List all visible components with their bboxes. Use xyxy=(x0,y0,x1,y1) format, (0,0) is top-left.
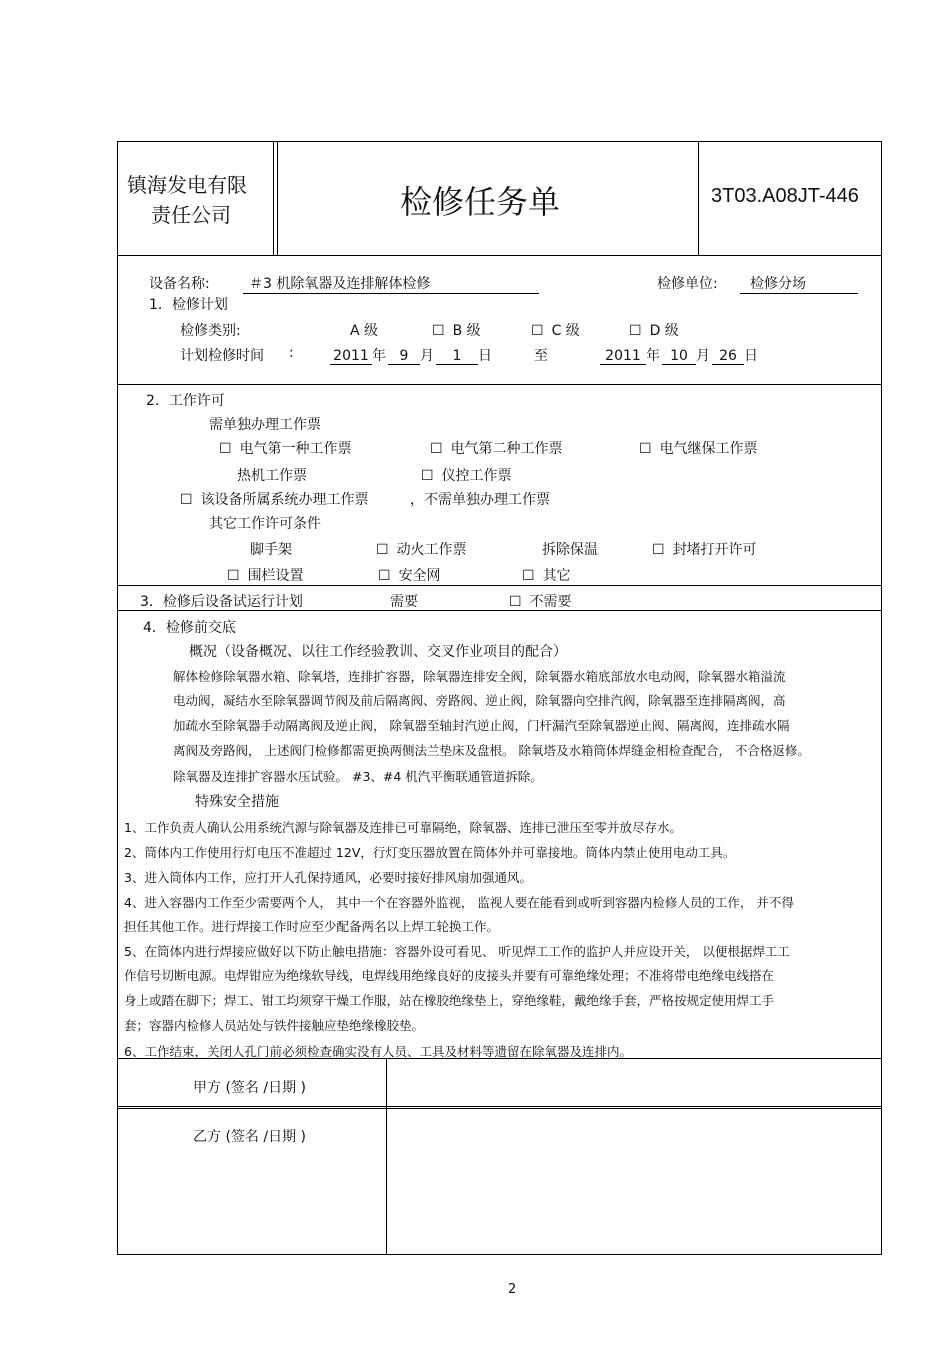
trial-not-need-option[interactable] xyxy=(509,591,572,611)
signature-divider xyxy=(117,1106,882,1107)
end-day: 26 xyxy=(712,348,744,365)
unit-value-text: 检修分场 xyxy=(740,273,858,294)
checkbox-icon[interactable]: ☐ xyxy=(376,542,389,558)
safety-net-label: 安全网 xyxy=(398,568,441,584)
year-unit: 年 xyxy=(646,348,660,364)
ticket-electric2-label: 电气第二种工作票 xyxy=(450,441,563,457)
level-b-label: B 级 xyxy=(452,323,481,339)
ticket-thermal-label: 热机工作票 xyxy=(237,468,307,484)
overview-line: 除氧器及连排扩容器水压试验。 #3、#4 机汽平衡联通管道拆除。 xyxy=(173,769,543,784)
year-unit: 年 xyxy=(372,348,386,364)
no-separate-ticket: ，不需单独办理工作票 xyxy=(410,492,550,508)
start-month: 9 xyxy=(388,348,420,365)
level-b-option[interactable] xyxy=(432,320,481,340)
section1-title: 1．检修计划 xyxy=(149,297,228,313)
end-year: 2011 xyxy=(600,348,646,365)
safety-line: 1、工作负责人确认公用系统汽源与除氧器及连排已可靠隔绝，除氧器、连排已泄压至零并放尽存水。 xyxy=(124,820,682,835)
level-d-option[interactable] xyxy=(629,320,679,340)
level-a: A 级 xyxy=(350,323,379,339)
header-divider-1 xyxy=(273,141,274,256)
header-divider-2 xyxy=(698,141,699,256)
section3-title: 3．检修后设备试运行计划 xyxy=(140,594,303,610)
unit-label: 检修单位: xyxy=(657,276,718,292)
scaffold-label: 脚手架 xyxy=(250,542,292,558)
plan-time-label: 计划检修时间 xyxy=(180,348,264,364)
fence-option[interactable] xyxy=(227,565,304,585)
end-date xyxy=(600,345,758,365)
ticket-instrument-label: 仪控工作票 xyxy=(441,468,512,484)
seal-open-label: 封堵打开许可 xyxy=(672,542,757,558)
safety-line: 6、工作结束，关闭人孔门前必须检查确实没有人员、工具及材料等遗留在除氧器及连排内。 xyxy=(124,1044,632,1059)
date-to: 至 xyxy=(534,348,548,364)
ticket-electric1-label: 电气第一种工作票 xyxy=(239,441,352,457)
overview-line: 电动阀，凝结水至除氧器调节阀及前后隔离阀、旁路阀、逆止阀，除氧器向空排汽阀，除氧器至连排隔离阀，高 xyxy=(173,693,786,708)
unit-value xyxy=(740,273,858,294)
system-ticket-option[interactable] xyxy=(180,489,369,509)
party-a-signature-field[interactable] xyxy=(388,1060,878,1104)
month-unit: 月 xyxy=(696,348,710,364)
equipment-label: 设备名称: xyxy=(149,276,210,292)
trial-need-label: 需要 xyxy=(390,594,418,610)
checkbox-icon[interactable]: ☐ xyxy=(629,323,642,339)
overview-line: 离阀及旁路阀， 上述阀门检修都需更换两侧法兰垫床及盘根。 除氧塔及水箱筒体焊缝金相检查配合， 不合格返修。 xyxy=(173,743,810,758)
safety-line: 担任其他工作。进行焊接工作时应至少配备两名以上焊工轮换工作。 xyxy=(124,919,500,934)
system-ticket-label: 该设备所属系统办理工作票 xyxy=(200,492,369,508)
category-label: 检修类别: xyxy=(180,323,241,339)
header-divider-1b xyxy=(277,141,278,256)
start-day: 1 xyxy=(436,348,478,365)
end-month: 10 xyxy=(662,348,696,365)
start-year: 2011 xyxy=(330,348,372,365)
fence-label: 围栏设置 xyxy=(247,568,304,584)
level-c-option[interactable] xyxy=(531,320,580,340)
other-option[interactable] xyxy=(522,565,571,585)
checkbox-icon[interactable]: ☐ xyxy=(652,542,665,558)
safety-line: 身上或踏在脚下；焊工、钳工均须穿干燥工作服，站在橡胶绝缘垫上，穿绝缘鞋，戴绝缘手套，严格按规定使用焊工手 xyxy=(124,993,775,1008)
checkbox-icon[interactable]: ☐ xyxy=(509,594,522,610)
day-unit: 日 xyxy=(478,348,492,364)
overview-label: 概况（设备概况、以往工作经验教训、交叉作业项目的配合） xyxy=(189,644,567,660)
ticket-electric1-option[interactable] xyxy=(219,438,352,458)
company-name-line1: 镇海发电有限 xyxy=(127,173,247,197)
party-b-signature-field[interactable] xyxy=(388,1108,878,1253)
start-date xyxy=(330,345,492,365)
ticket-relay-option[interactable] xyxy=(639,438,758,458)
safety-line: 3、进入筒体内工作，应打开人孔保持通风，必要时接好排风扇加强通风。 xyxy=(124,870,532,885)
checkbox-icon[interactable]: ☐ xyxy=(531,323,544,339)
overview-line: 加疏水至除氧器手动隔离阀及逆止阀， 除氧器至轴封汽逆止阀，门杆漏汽至除氧器逆止阀、隔离阀，连排疏水隔 xyxy=(173,718,790,733)
need-ticket-label: 需单独办理工作票 xyxy=(209,417,321,433)
checkbox-icon[interactable]: ☐ xyxy=(421,468,434,484)
checkbox-icon[interactable]: ☐ xyxy=(432,323,445,339)
plan-time-colon: : xyxy=(289,345,294,361)
checkbox-icon[interactable]: ☐ xyxy=(180,492,193,508)
safety-line: 5、在筒体内进行焊接应做好以下防止触电措施：容器外设可看见、 听见焊工工作的监护人并应设开关， 以便根据焊工工 xyxy=(124,944,790,959)
hot-work-label: 动火工作票 xyxy=(396,542,467,558)
document-title: 检修任务单 xyxy=(400,183,561,221)
page-number: 2 xyxy=(508,1282,517,1297)
hot-work-option[interactable] xyxy=(376,539,467,559)
ticket-instrument-option[interactable] xyxy=(421,465,512,485)
divider-after-section2 xyxy=(117,585,882,586)
ticket-relay-label: 电气继保工作票 xyxy=(659,441,758,457)
equipment-value-text: ＃3 机除氧器及连排解体检修 xyxy=(243,273,539,294)
divider-after-section1 xyxy=(117,384,882,385)
signature-column-divider xyxy=(386,1058,387,1255)
checkbox-icon[interactable]: ☐ xyxy=(227,568,240,584)
safety-line: 2、筒体内工作使用行灯电压不准超过 12V，行灯变压器放置在筒体外并可靠接地。筒体内禁止使用电动工具。 xyxy=(124,845,736,860)
safety-line: 作信号切断电源。电焊钳应为绝缘软导线，电焊线用绝缘良好的皮接头并要有可靠绝缘处理；不准将带电绝缘电线搭在 xyxy=(124,968,775,983)
company-name-line2: 责任公司 xyxy=(151,203,231,227)
other-label: 其它 xyxy=(542,568,571,584)
other-permit-label: 其它工作许可条件 xyxy=(209,516,321,532)
party-a-signature-label: 甲方 (签名 /日期 ) xyxy=(193,1080,306,1096)
seal-open-option[interactable] xyxy=(652,539,757,559)
safety-net-option[interactable] xyxy=(378,565,441,585)
checkbox-icon[interactable]: ☐ xyxy=(430,441,443,457)
equipment-value xyxy=(243,273,539,294)
section4-title: 4．检修前交底 xyxy=(143,620,236,636)
checkbox-icon[interactable]: ☐ xyxy=(378,568,391,584)
month-unit: 月 xyxy=(420,348,434,364)
level-c-label: C 级 xyxy=(551,323,580,339)
ticket-electric2-option[interactable] xyxy=(430,438,563,458)
safety-line: 4、进入容器内工作至少需要两个人， 其中一个在容器外监视， 监视人要在能看到或听到容器内检修人员的工作， 并不得 xyxy=(124,895,794,910)
section2-title: 2．工作许可 xyxy=(146,393,225,409)
party-b-signature-label: 乙方 (签名 /日期 ) xyxy=(193,1129,306,1145)
checkbox-icon[interactable]: ☐ xyxy=(219,441,232,457)
checkbox-icon[interactable]: ☐ xyxy=(639,441,652,457)
checkbox-icon[interactable]: ☐ xyxy=(522,568,535,584)
overview-line: 解体检修除氧器水箱、除氧塔，连排扩容器，除氧器连排安全阀，除氧器水箱底部放水电动阀，除氧器水箱溢流 xyxy=(173,669,786,684)
safety-line: 套；容器内检修人员站处与铁件接触应垫绝缘橡胶垫。 xyxy=(124,1018,425,1033)
day-unit: 日 xyxy=(744,348,758,364)
level-d-label: D 级 xyxy=(649,323,679,339)
trial-not-need-label: 不需要 xyxy=(529,594,572,610)
remove-insulation-label: 拆除保温 xyxy=(542,542,598,558)
document-code: 3T03.A08JT-446 xyxy=(711,185,859,207)
safety-measures-label: 特殊安全措施 xyxy=(195,794,279,810)
